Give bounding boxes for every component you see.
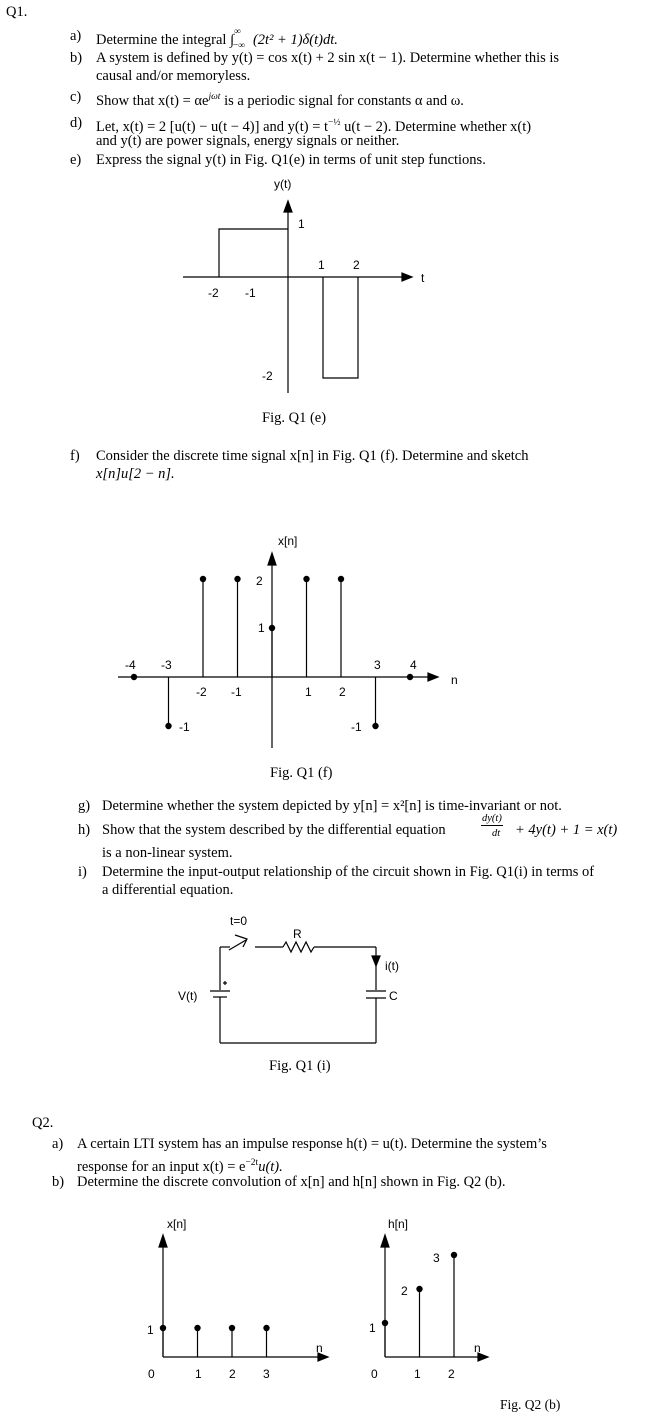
fig-q1f-tick: -4 [125, 658, 136, 672]
q2b-h-title: h[n] [388, 1217, 409, 1231]
q1h-line2: is a non-linear system. [102, 845, 233, 861]
q2a-line2: response for an input $x(t) = e^{-2t}u(t)$. [77, 1158, 283, 1175]
q1a-label: a) [70, 28, 82, 44]
q1-heading: Q1. [6, 4, 28, 20]
fig-q1f-level-label: -1 [179, 720, 190, 734]
q1b-line2: causal and/or memoryless. [96, 68, 251, 84]
stem-dot [263, 1325, 269, 1331]
fig-q1i-switch-label: t=0 [230, 914, 248, 928]
q2b-x-y-arrow [159, 1235, 167, 1247]
q1i-line1: Determine the input-output relationship of the circuit shown in Fig. Q1(i) in terms of [102, 864, 595, 880]
q1h-line1a: Show that the system described by the differential equation [102, 822, 446, 838]
fig-q1e-level-low: -2 [262, 369, 273, 383]
fig-q1i-resistor-label: R [293, 927, 302, 941]
q1d-label: d) [70, 115, 83, 131]
fig-q1f-level-label: 2 [256, 574, 263, 588]
q2a-line1: A certain LTI system has an impulse response h(t) = u(t). Determine the system’s [77, 1136, 547, 1152]
fig-q1e-tick: -1 [245, 286, 256, 300]
fig-q2b-caption: Fig. Q2 (b) [500, 1397, 561, 1412]
fig-q1f-tick: 3 [374, 658, 381, 672]
q2b-h-tick: 0 [371, 1367, 378, 1381]
fig-q1f-caption: Fig. Q1 (f) [270, 765, 333, 781]
fig-q1e-tick: -2 [208, 286, 219, 300]
stem-dot [416, 1286, 422, 1292]
q1a-text: Determine the integral $\int^\infty_{-\infty}$ (2t² + 1)δ(t)dt. [96, 27, 338, 51]
fig-q1f-level-label: 1 [258, 621, 265, 635]
fig-q1f-tick: -1 [231, 685, 242, 699]
fig-q1e-tick: 2 [353, 258, 360, 272]
stem-dot [160, 1325, 166, 1331]
q2b-x-tick: 0 [148, 1367, 155, 1381]
q2b-x-tick: 2 [229, 1367, 236, 1381]
fig-q1e-caption: Fig. Q1 (e) [262, 410, 327, 426]
q1h-frac-den: dt [492, 828, 501, 839]
fig-q1f-tick: 4 [410, 658, 417, 672]
fig-q1e-tick: 1 [318, 258, 325, 272]
q1c-label: c) [70, 89, 82, 105]
q1b-label: b) [70, 50, 83, 66]
fig-q1f-tick: 1 [305, 685, 312, 699]
stem-dot [194, 1325, 200, 1331]
q1i-line2: a differential equation. [102, 882, 234, 898]
fig-q1i-source-label: V(t) [178, 989, 198, 1003]
q1c-text: Show that $x(t) = \alpha e^{j\omega t}$ is a periodic signal for constants α and ω. [96, 92, 464, 109]
q1i-label: i) [78, 864, 87, 880]
q2b-x-level: 1 [147, 1323, 154, 1337]
q1h-label: h) [78, 822, 91, 838]
q1f-line1: Consider the discrete time signal x[n] in Fig. Q1 (f). Determine and sketch [96, 448, 529, 464]
q1h-line1b: + 4y(t) + 1 = x(t) [515, 822, 618, 838]
stem-dot [382, 1320, 388, 1326]
fig-q1i-capacitor-label: C [389, 989, 398, 1003]
q2-heading: Q2. [32, 1115, 54, 1131]
q1g-label: g) [78, 798, 91, 814]
q2b-h-level: 3 [433, 1251, 440, 1265]
q2b-h-n-label: n [474, 1341, 481, 1355]
q2b-h-level: 1 [369, 1321, 376, 1335]
q2b-x-title: x[n] [167, 1217, 187, 1231]
fig-q1f-tick: -3 [161, 658, 172, 672]
stem-dot [229, 1325, 235, 1331]
q1f-line2: x[n]u[2 − n]. [96, 466, 175, 482]
fig-q1i-current-label: i(t) [385, 959, 399, 973]
fig-q1f-tick: -2 [196, 685, 207, 699]
fig-q1i-caption: Fig. Q1 (i) [269, 1058, 331, 1074]
fig-q1f-tick: 2 [339, 685, 346, 699]
fig-q1f-xlabel: n [451, 673, 458, 687]
q2b-text: Determine the discrete convolution of x[n] and h[n] shown in Fig. Q2 (b). [77, 1174, 506, 1190]
q2b-h-tick: 1 [414, 1367, 421, 1381]
fig-q1e-xlabel: t [421, 271, 425, 285]
q1d-line2: and y(t) are power signals, energy signals or neither. [96, 133, 400, 149]
q2b-x-tick: 3 [263, 1367, 270, 1381]
q1f-label: f) [70, 448, 80, 464]
q2b-label: b) [52, 1174, 65, 1190]
stem-dot [451, 1252, 457, 1258]
q1b-line1: A system is defined by y(t) = cos x(t) + 2 sin x(t − 1). Determine whether this is [96, 50, 560, 66]
q2b-h-level: 2 [401, 1284, 408, 1298]
fig-q1e-level-high: 1 [298, 217, 305, 231]
q2a-label: a) [52, 1136, 64, 1152]
q2b-x-tick: 1 [195, 1367, 202, 1381]
q1e-text: Express the signal y(t) in Fig. Q1(e) in terms of unit step functions. [96, 152, 486, 168]
fig-q1e-ylabel: y(t) [274, 177, 292, 191]
q1e-label: e) [70, 152, 82, 168]
q1g-text: Determine whether the system depicted by y[n] = x²[n] is time-invariant or not. [102, 798, 562, 814]
fig-q1f-level-label: -1 [351, 720, 362, 734]
q2b-h-tick: 2 [448, 1367, 455, 1381]
q2b-x-n-label: n [316, 1341, 323, 1355]
fig-q1f-ylabel: x[n] [278, 534, 298, 548]
q1d-line1: Let, x(t) = 2 [u(t) − u(t − 4)] and $y(t) = t^{-\frac{1}{2}}$ u(t − 2). Determine whether x(t) [96, 118, 532, 135]
q1h-frac-num: dy(t) [482, 813, 502, 824]
q2b-h-y-arrow [381, 1235, 389, 1247]
